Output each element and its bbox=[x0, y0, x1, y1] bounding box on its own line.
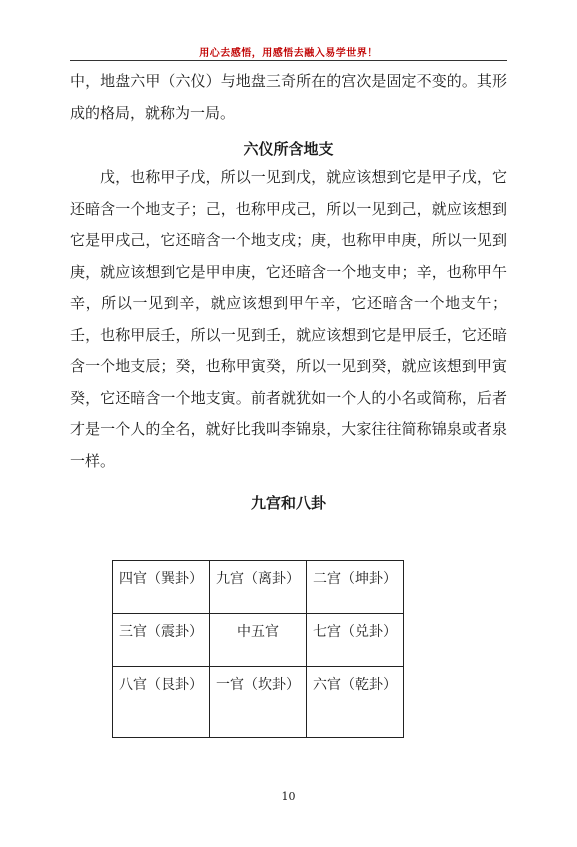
table-row bbox=[113, 561, 404, 614]
table-cell: 一官（坎卦） bbox=[210, 667, 307, 738]
intro-paragraph: 中，地盘六甲（六仪）与地盘三奇所在的宫次是固定不变的。其形成的格局，就称为一局。 bbox=[70, 72, 507, 122]
table-row bbox=[113, 614, 404, 667]
page-number: 10 bbox=[281, 790, 296, 803]
liuyi-paragraph: 戊，也称甲子戊，所以一见到戊，就应该想到它是甲子戊，它还暗含一个地支子；己，也称甲戌己，所以一见到己，就应该想到它是甲戌己，它还暗含一个地支戌；庚，也称甲申庚，所以一见到庚，就应该想到它是甲申庚，它还暗含一个地支申；辛，也称甲午辛，所以一见到辛，就应该想到甲午辛，它还暗含一个地支午；壬，也称甲辰壬，所以一见到壬，就应该想到它是甲辰壬，它还暗含一个地支辰；癸，也称甲寅癸，所以一见到癸，就应该想到甲寅癸，它还暗含一个地支寅。前者就犹如一个人的小名或简称，后者才是一个人的全名，就好比我叫李锦泉，大家往往简称锦泉或者泉一样。 bbox=[70, 168, 507, 470]
header-divider bbox=[70, 60, 507, 61]
table-row bbox=[113, 667, 404, 738]
table-cell: 中五官 bbox=[210, 614, 307, 667]
table-cell: 六官（乾卦） bbox=[307, 667, 404, 738]
table-cell: 二宫（坤卦） bbox=[307, 561, 404, 614]
table-cell: 七宫（兑卦） bbox=[307, 614, 404, 667]
section-title-liuyi: 六仪所含地支 bbox=[243, 140, 334, 158]
page-header-slogan: 用心去感悟，用感悟去融入易学世界！ bbox=[199, 48, 378, 59]
table-cell: 四官（巽卦） bbox=[113, 561, 210, 614]
table-cell: 九宫（离卦） bbox=[210, 561, 307, 614]
table-cell: 八官（艮卦） bbox=[113, 667, 210, 738]
section-title-jiugong: 九宫和八卦 bbox=[250, 494, 326, 512]
jiugong-bagua-table bbox=[112, 560, 404, 738]
table-cell: 三官（震卦） bbox=[113, 614, 210, 667]
